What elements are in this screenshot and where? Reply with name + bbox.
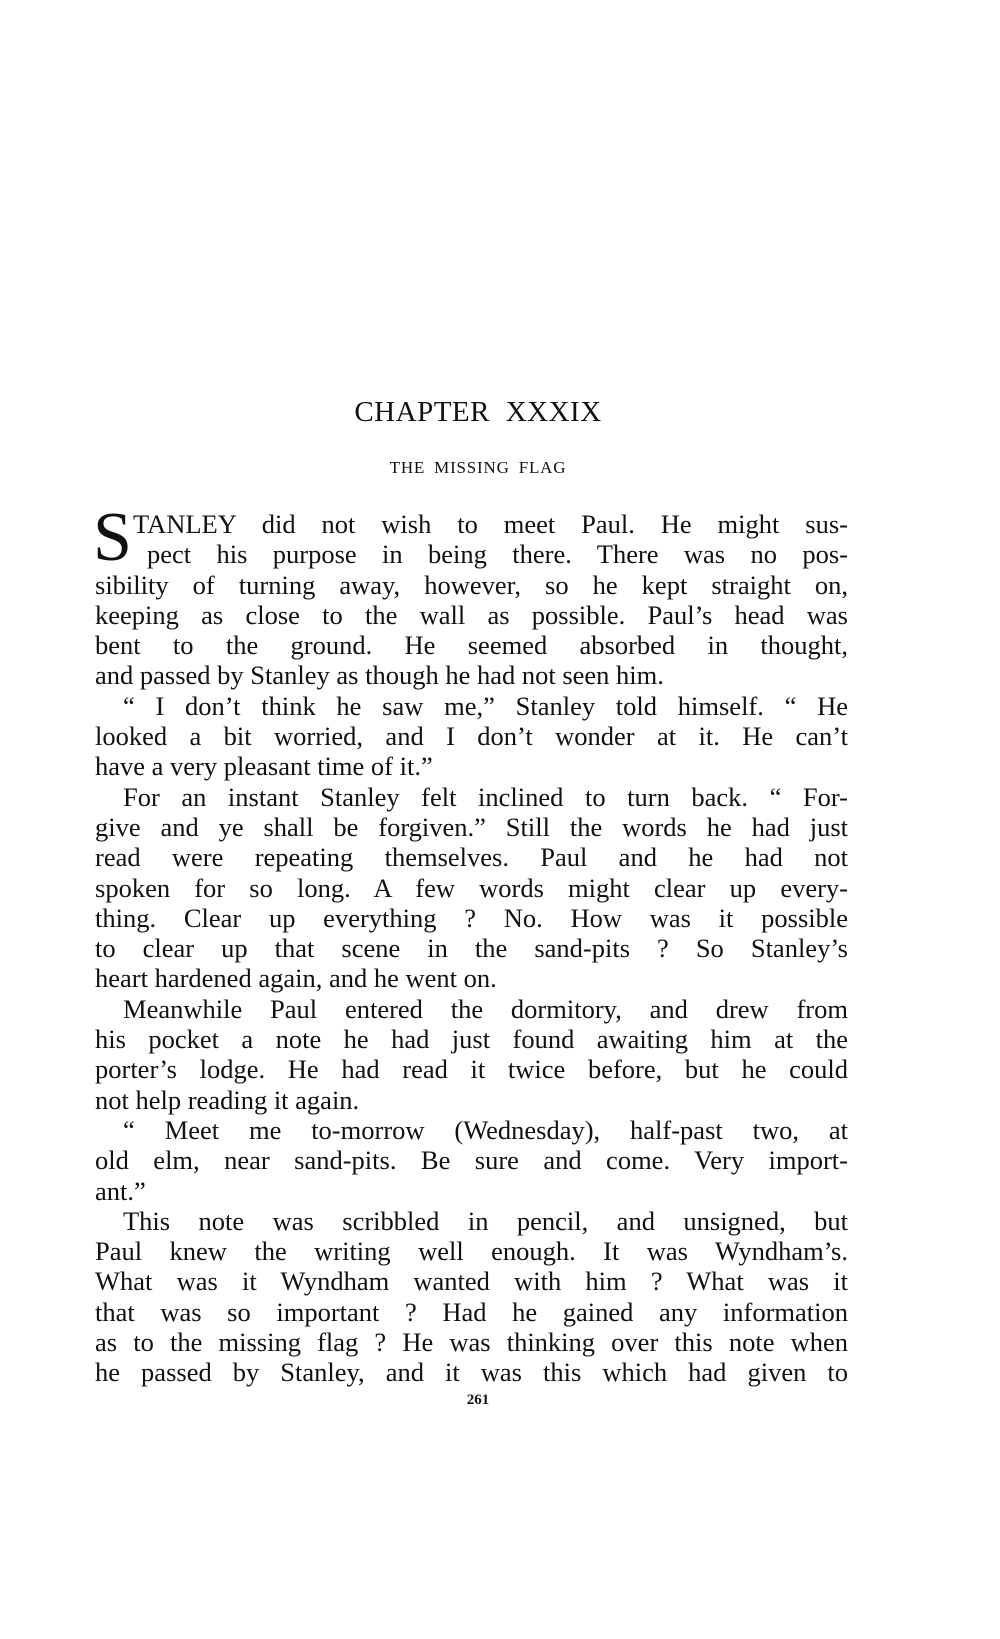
text-line: give and ye shall be forgiven.” Still the words he had just	[95, 811, 848, 842]
text-line: looked a bit worried, and I don’t wonder at it. He can’t	[95, 721, 848, 752]
paragraph	[95, 1115, 848, 1206]
text-line: old elm, near sand-pits. Be sure and come. Very import-	[95, 1145, 848, 1176]
page-number: 261	[466, 1392, 490, 1408]
text-line: Meanwhile Paul entered the dormitory, and drew from	[123, 993, 848, 1024]
text-line: keeping as close to the wall as possible. Paul’s head was	[95, 599, 848, 630]
text-line: he passed by Stanley, and it was this which had given to	[95, 1357, 848, 1388]
text-line: What was it Wyndham wanted with him ? What was it	[95, 1266, 848, 1297]
text-line: and passed by Stanley as though he had not seen him.	[95, 660, 664, 691]
text-line: heart hardened again, and he went on.	[95, 963, 497, 994]
paragraph	[95, 782, 848, 994]
text-line: not help reading it again.	[95, 1084, 360, 1115]
text-line: “ Meet me to-morrow (Wednesday), half-past two, at	[123, 1114, 848, 1145]
text-line: read were repeating themselves. Paul and he had not	[95, 842, 848, 873]
text-line: spoken for so long. A few words might clear up every-	[95, 872, 848, 903]
chapter-title: THE MISSING FLAG	[389, 458, 567, 477]
text-line: porter’s lodge. He had read it twice before, but he could	[95, 1054, 848, 1085]
text-line: thing. Clear up everything ? No. How was it possible	[95, 902, 848, 933]
text-line: as to the missing flag ? He was thinking over this note when	[95, 1327, 848, 1358]
paragraph	[95, 691, 848, 782]
text-line: to clear up that scene in the sand-pits ? So Stanley’s	[95, 933, 848, 964]
drop-cap: S	[93, 499, 132, 576]
text-line: pect his purpose in being there. There was no pos-	[147, 539, 848, 570]
text-line: sibility of turning away, however, so he kept straight on,	[95, 569, 848, 600]
paragraph	[95, 509, 848, 691]
text-line: that was so important ? Had he gained any information	[95, 1296, 848, 1327]
text-line: bent to the ground. He seemed absorbed in thought,	[95, 630, 848, 661]
text-line: Paul knew the writing well enough. It was Wyndham’s.	[95, 1236, 848, 1267]
text-line: For an instant Stanley felt inclined to turn back. “ For-	[123, 781, 848, 812]
text-line: ant.”	[95, 1175, 146, 1206]
text-line: TANLEY did not wish to meet Paul. He might sus-	[133, 509, 848, 539]
chapter-body	[95, 509, 848, 1388]
chapter-heading: CHAPTER XXXIX	[354, 396, 602, 428]
paragraph	[95, 994, 848, 1115]
text-line: This note was scribbled in pencil, and unsigned, but	[123, 1205, 848, 1236]
text-line: “ I don’t think he saw me,” Stanley told himself. “ He	[123, 690, 848, 721]
text-line: his pocket a note he had just found awaiting him at the	[95, 1024, 848, 1055]
paragraph	[95, 1206, 848, 1388]
text-line: have a very pleasant time of it.”	[95, 751, 433, 782]
